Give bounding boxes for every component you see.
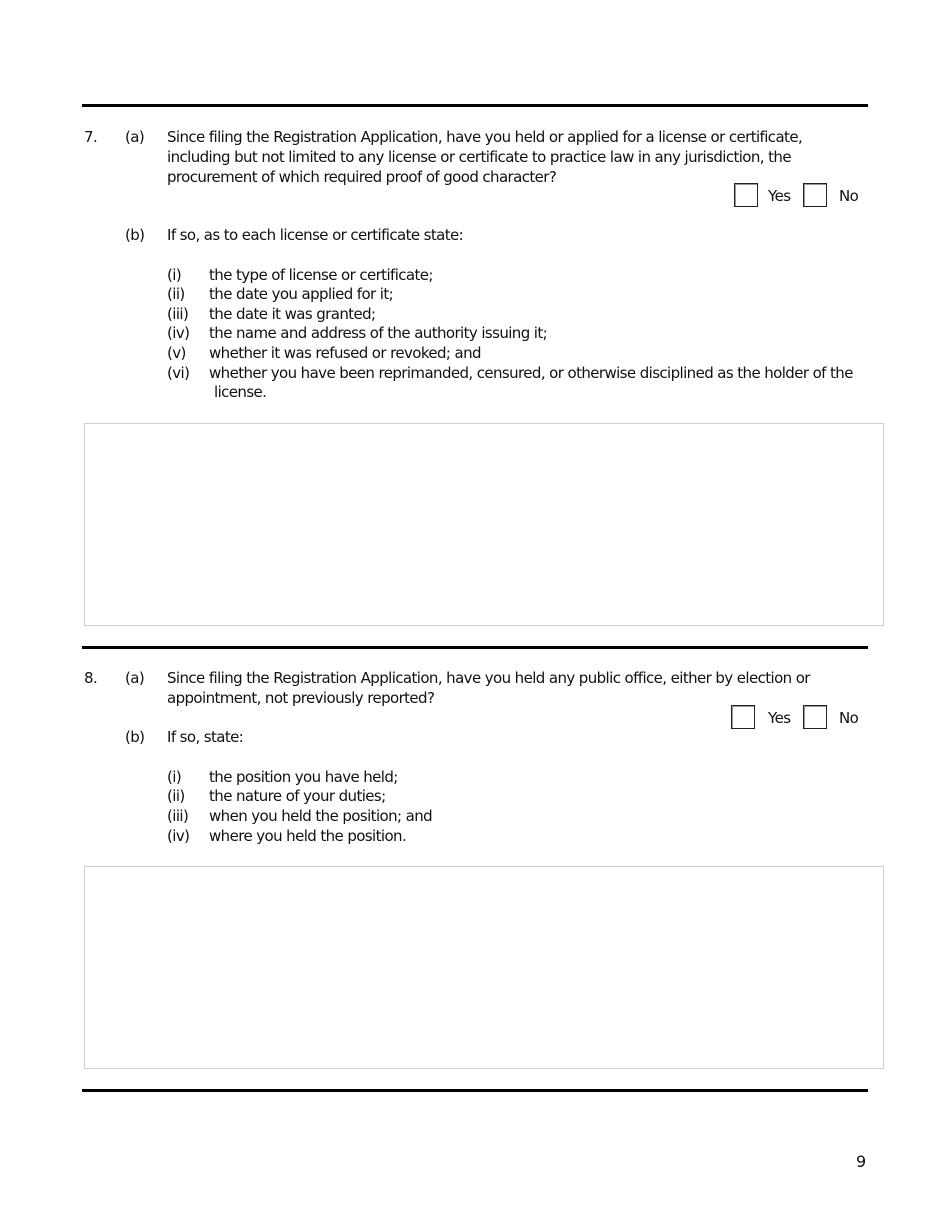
question-7a-line-3: procurement of which required proof of good character? [167,168,557,186]
q8-no-label: No [839,709,859,727]
list-item-text: the position you have held; [209,768,398,786]
list-item-text: where you held the position. [209,827,407,845]
list-item-number: (ii) [167,285,185,303]
q8-no-checkbox[interactable] [803,705,827,729]
list-item-number: (v) [167,344,186,362]
list-item-text: the nature of your duties; [209,787,386,805]
q8-yes-checkbox[interactable] [731,705,755,729]
list-item-text: whether it was refused or revoked; and [209,344,481,362]
q7-yes-checkbox[interactable] [734,183,758,207]
list-item-number: (iv) [167,827,190,845]
q7-yes-label: Yes [768,187,791,205]
question-8b-text: If so, state: [167,728,244,746]
section-divider-bottom [82,1089,868,1092]
question-8a-label: (a) [125,669,145,687]
question-7a-line-2: including but not limited to any license or certificate to practice law in any jurisdiction, the [167,148,791,166]
question-7b-text: If so, as to each license or certificate state: [167,226,464,244]
list-item-text: the type of license or certificate; [209,266,433,284]
list-item-number: (i) [167,768,182,786]
list-item-number: (i) [167,266,182,284]
question-7a-line-1: Since filing the Registration Application, have you held or applied for a license or certificate, [167,128,803,146]
list-item-text: when you held the position; and [209,807,433,825]
q8-yes-label: Yes [768,709,791,727]
section-divider-middle [82,646,868,649]
question-8a-line-2: appointment, not previously reported? [167,689,435,707]
list-item-text: the date it was granted; [209,305,376,323]
list-item-number: (ii) [167,787,185,805]
q7-no-label: No [839,187,859,205]
list-item-number: (iii) [167,807,189,825]
q7-no-checkbox[interactable] [803,183,827,207]
list-item-text: the name and address of the authority issuing it; [209,324,548,342]
q7-answer-box[interactable] [84,423,884,626]
question-8-number: 8. [84,669,98,687]
question-8b-label: (b) [125,728,145,746]
list-item-number: (iii) [167,305,189,323]
list-item-text: whether you have been reprimanded, censured, or otherwise disciplined as the holder of the [209,364,853,382]
section-divider-top [82,104,868,107]
list-item-number: (iv) [167,324,190,342]
question-8a-line-1: Since filing the Registration Application, have you held any public office, either by election or [167,669,810,687]
question-7b-label: (b) [125,226,145,244]
list-item-continuation: license. [214,383,267,401]
q8-answer-box[interactable] [84,866,884,1069]
page-number: 9 [856,1152,867,1171]
question-7a-label: (a) [125,128,145,146]
list-item-number: (vi) [167,364,190,382]
list-item-text: the date you applied for it; [209,285,394,303]
question-7-number: 7. [84,128,98,146]
